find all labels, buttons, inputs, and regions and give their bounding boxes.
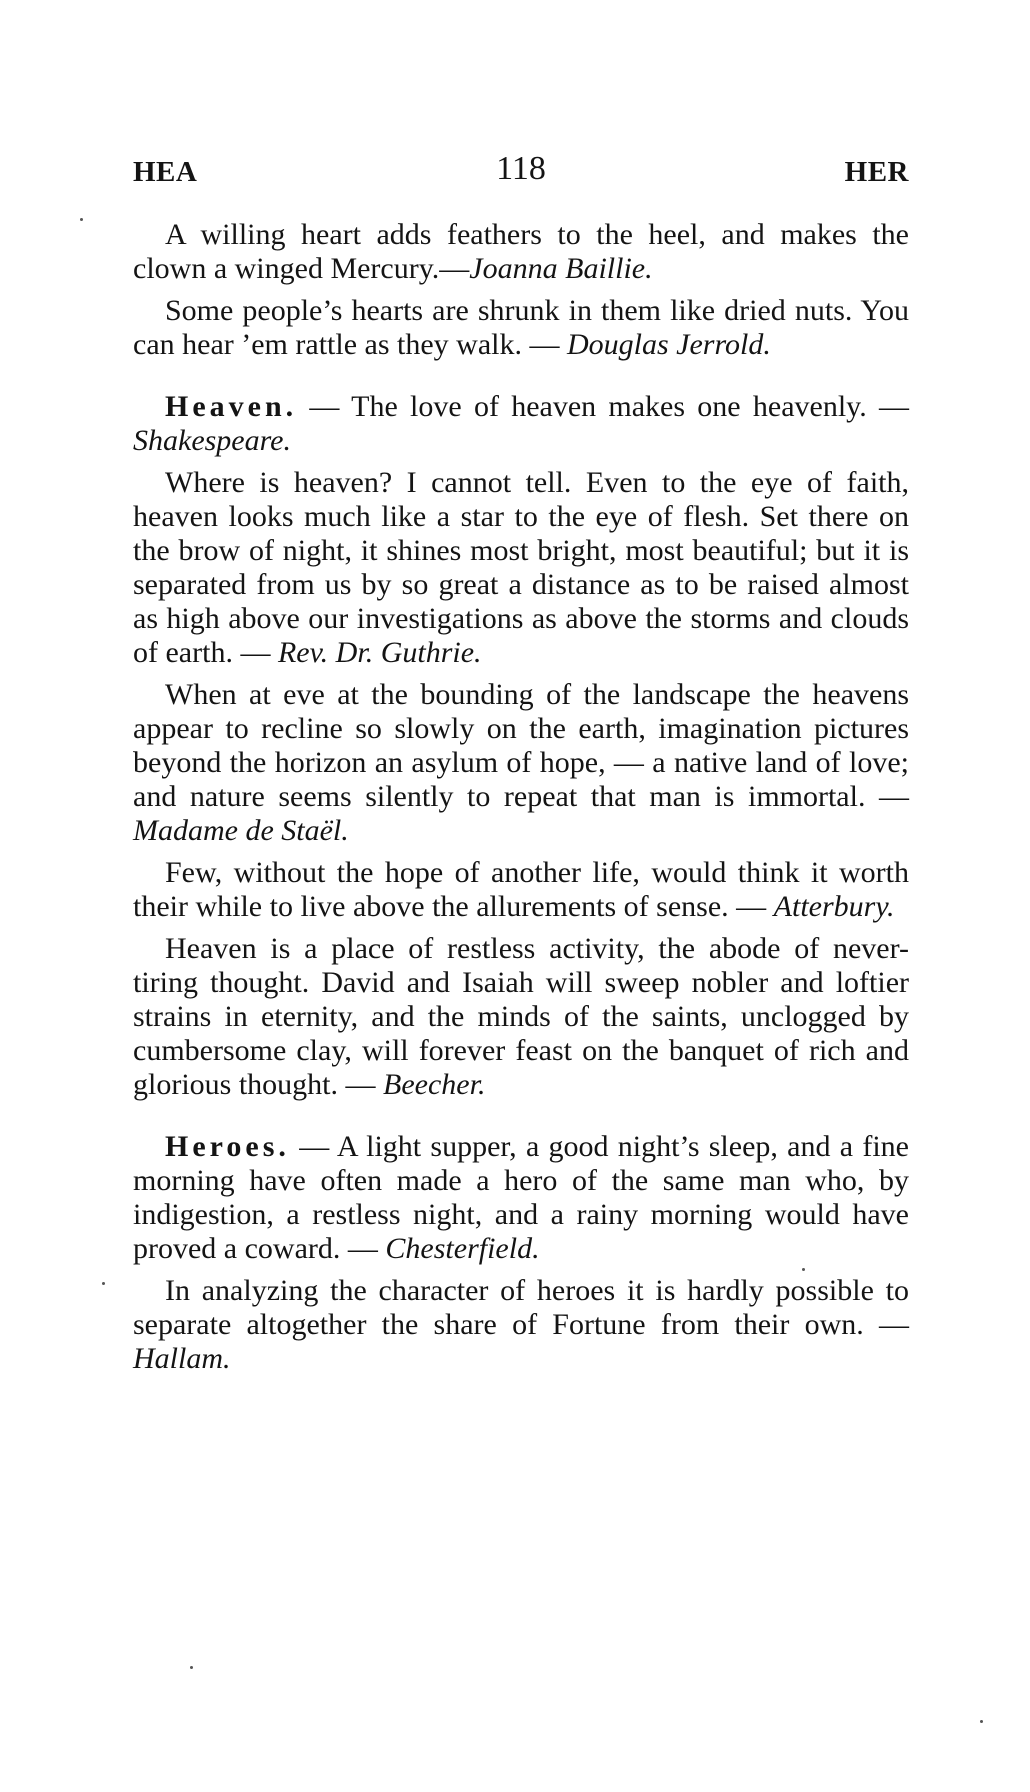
paper-speck [980, 1720, 983, 1723]
quote-author: Atterbury. [773, 890, 895, 923]
quote-text: In analyzing the character of heroes it is hardly possible to separate altogether the share of Fortune from their own. [133, 1274, 909, 1341]
quote-text: Some people’s hearts are shrunk in them like dried nuts. You can hear ’em rattle as they walk. [133, 294, 909, 361]
paper-speck [802, 1268, 805, 1271]
quote-author: Hallam. [133, 1342, 231, 1375]
quote-paragraph: Heroes. — A light supper, a good night’s sleep, and a fine morning have often made a hero of the same man who, by indigestion, a restless night, and a rainy morning would have proved a coward. — Chesterfield. [133, 1130, 909, 1265]
quote-author: Madame de Staël. [133, 814, 349, 847]
quote-paragraph: Few, without the hope of another life, would think it worth their while to live above the allurements of sense. — Atterbury. [133, 856, 909, 923]
quote-author: Chesterfield. [385, 1232, 540, 1265]
quote-paragraph: When at eve at the bounding of the landscape the heavens appear to recline so slowly on the earth, imagination pictures beyond the horizon an asylum of hope, — a native land of love; and nature seems silently to repeat that man is immortal. — Madame de Staël. [133, 678, 910, 847]
quote-text: Heaven is a place of restless activity, the abode of never-tiring thought. David and Isaiah will sweep nobler and loftier strains in eternity, and the minds of the saints, unclogged by cumbersome clay, will forever feast on the banquet of rich and glorious thought. [133, 932, 909, 1101]
quote-paragraph: In analyzing the character of heroes it is hardly possible to separate altogether the share of Fortune from their own. — Hallam. [133, 1274, 910, 1375]
quote-author: Shakespeare. [133, 424, 291, 457]
quote-author: Joanna Baillie. [469, 252, 653, 285]
page-number: 118 [496, 150, 546, 187]
quote-text: A willing heart adds feathers to the heel, and makes the clown a winged Mercury. [133, 218, 909, 285]
paper-speck [80, 218, 83, 221]
quote-text: The love of heaven makes one heavenly. [351, 390, 867, 423]
paper-speck [102, 1282, 105, 1285]
quote-paragraph: Heaven. — The love of heaven makes one heavenly. — Shakespeare. [133, 390, 909, 457]
topic-heading: Heaven. [165, 390, 298, 423]
page-body [133, 218, 909, 1384]
header-right-guideword: HER [844, 156, 909, 188]
quote-paragraph: Some people’s hearts are shrunk in them like dried nuts. You can hear ’em rattle as they walk. — Douglas Jerrold. [133, 294, 909, 361]
quote-text: Where is heaven? I cannot tell. Even to the eye of faith, heaven looks much like a star to the eye of flesh. Set there on the brow of night, it shines most bright, most beautiful; but it is separated from us by so great a distance as to be raised almost as high above our investigations as above the storms and clouds of earth. [133, 466, 909, 669]
running-header [133, 150, 909, 198]
quote-paragraph: Heaven is a place of restless activity, the abode of never-tiring thought. David and Isaiah will sweep nobler and loftier strains in eternity, and the minds of the saints, unclogged by cumbersome clay, will forever feast on the banquet of rich and glorious thought. — Beecher. [133, 932, 909, 1101]
topic-heading: Heroes. [165, 1130, 290, 1163]
header-left-guideword: HEA [133, 156, 198, 188]
quote-author: Rev. Dr. Guthrie. [277, 636, 482, 669]
quote-text: A light supper, a good night’s sleep, and a fine morning have often made a hero of the same man who, by indigestion, a restless night, and a rainy morning would have proved a coward. [133, 1130, 909, 1265]
paper-speck [190, 1666, 193, 1669]
quote-paragraph: A willing heart adds feathers to the heel, and makes the clown a winged Mercury.—Joanna Baillie. [133, 218, 909, 285]
quote-author: Douglas Jerrold. [566, 328, 771, 361]
quote-text: When at eve at the bounding of the landscape the heavens appear to recline so slowly on the earth, imagination pictures beyond the horizon an asylum of hope, — a native land of love; and nature seems silently to repeat that man is immortal. [133, 678, 909, 813]
quote-paragraph: Where is heaven? I cannot tell. Even to the eye of faith, heaven looks much like a star to the eye of flesh. Set there on the brow of night, it shines most bright, most beautiful; but it is separated from us by so great a distance as to be raised almost as high above our investigations as above the storms and clouds of earth. — Rev. Dr. Guthrie. [133, 466, 909, 669]
quote-author: Beecher. [383, 1068, 486, 1101]
quote-text: Few, without the hope of another life, would think it worth their while to live above the allurements of sense. [133, 856, 909, 923]
